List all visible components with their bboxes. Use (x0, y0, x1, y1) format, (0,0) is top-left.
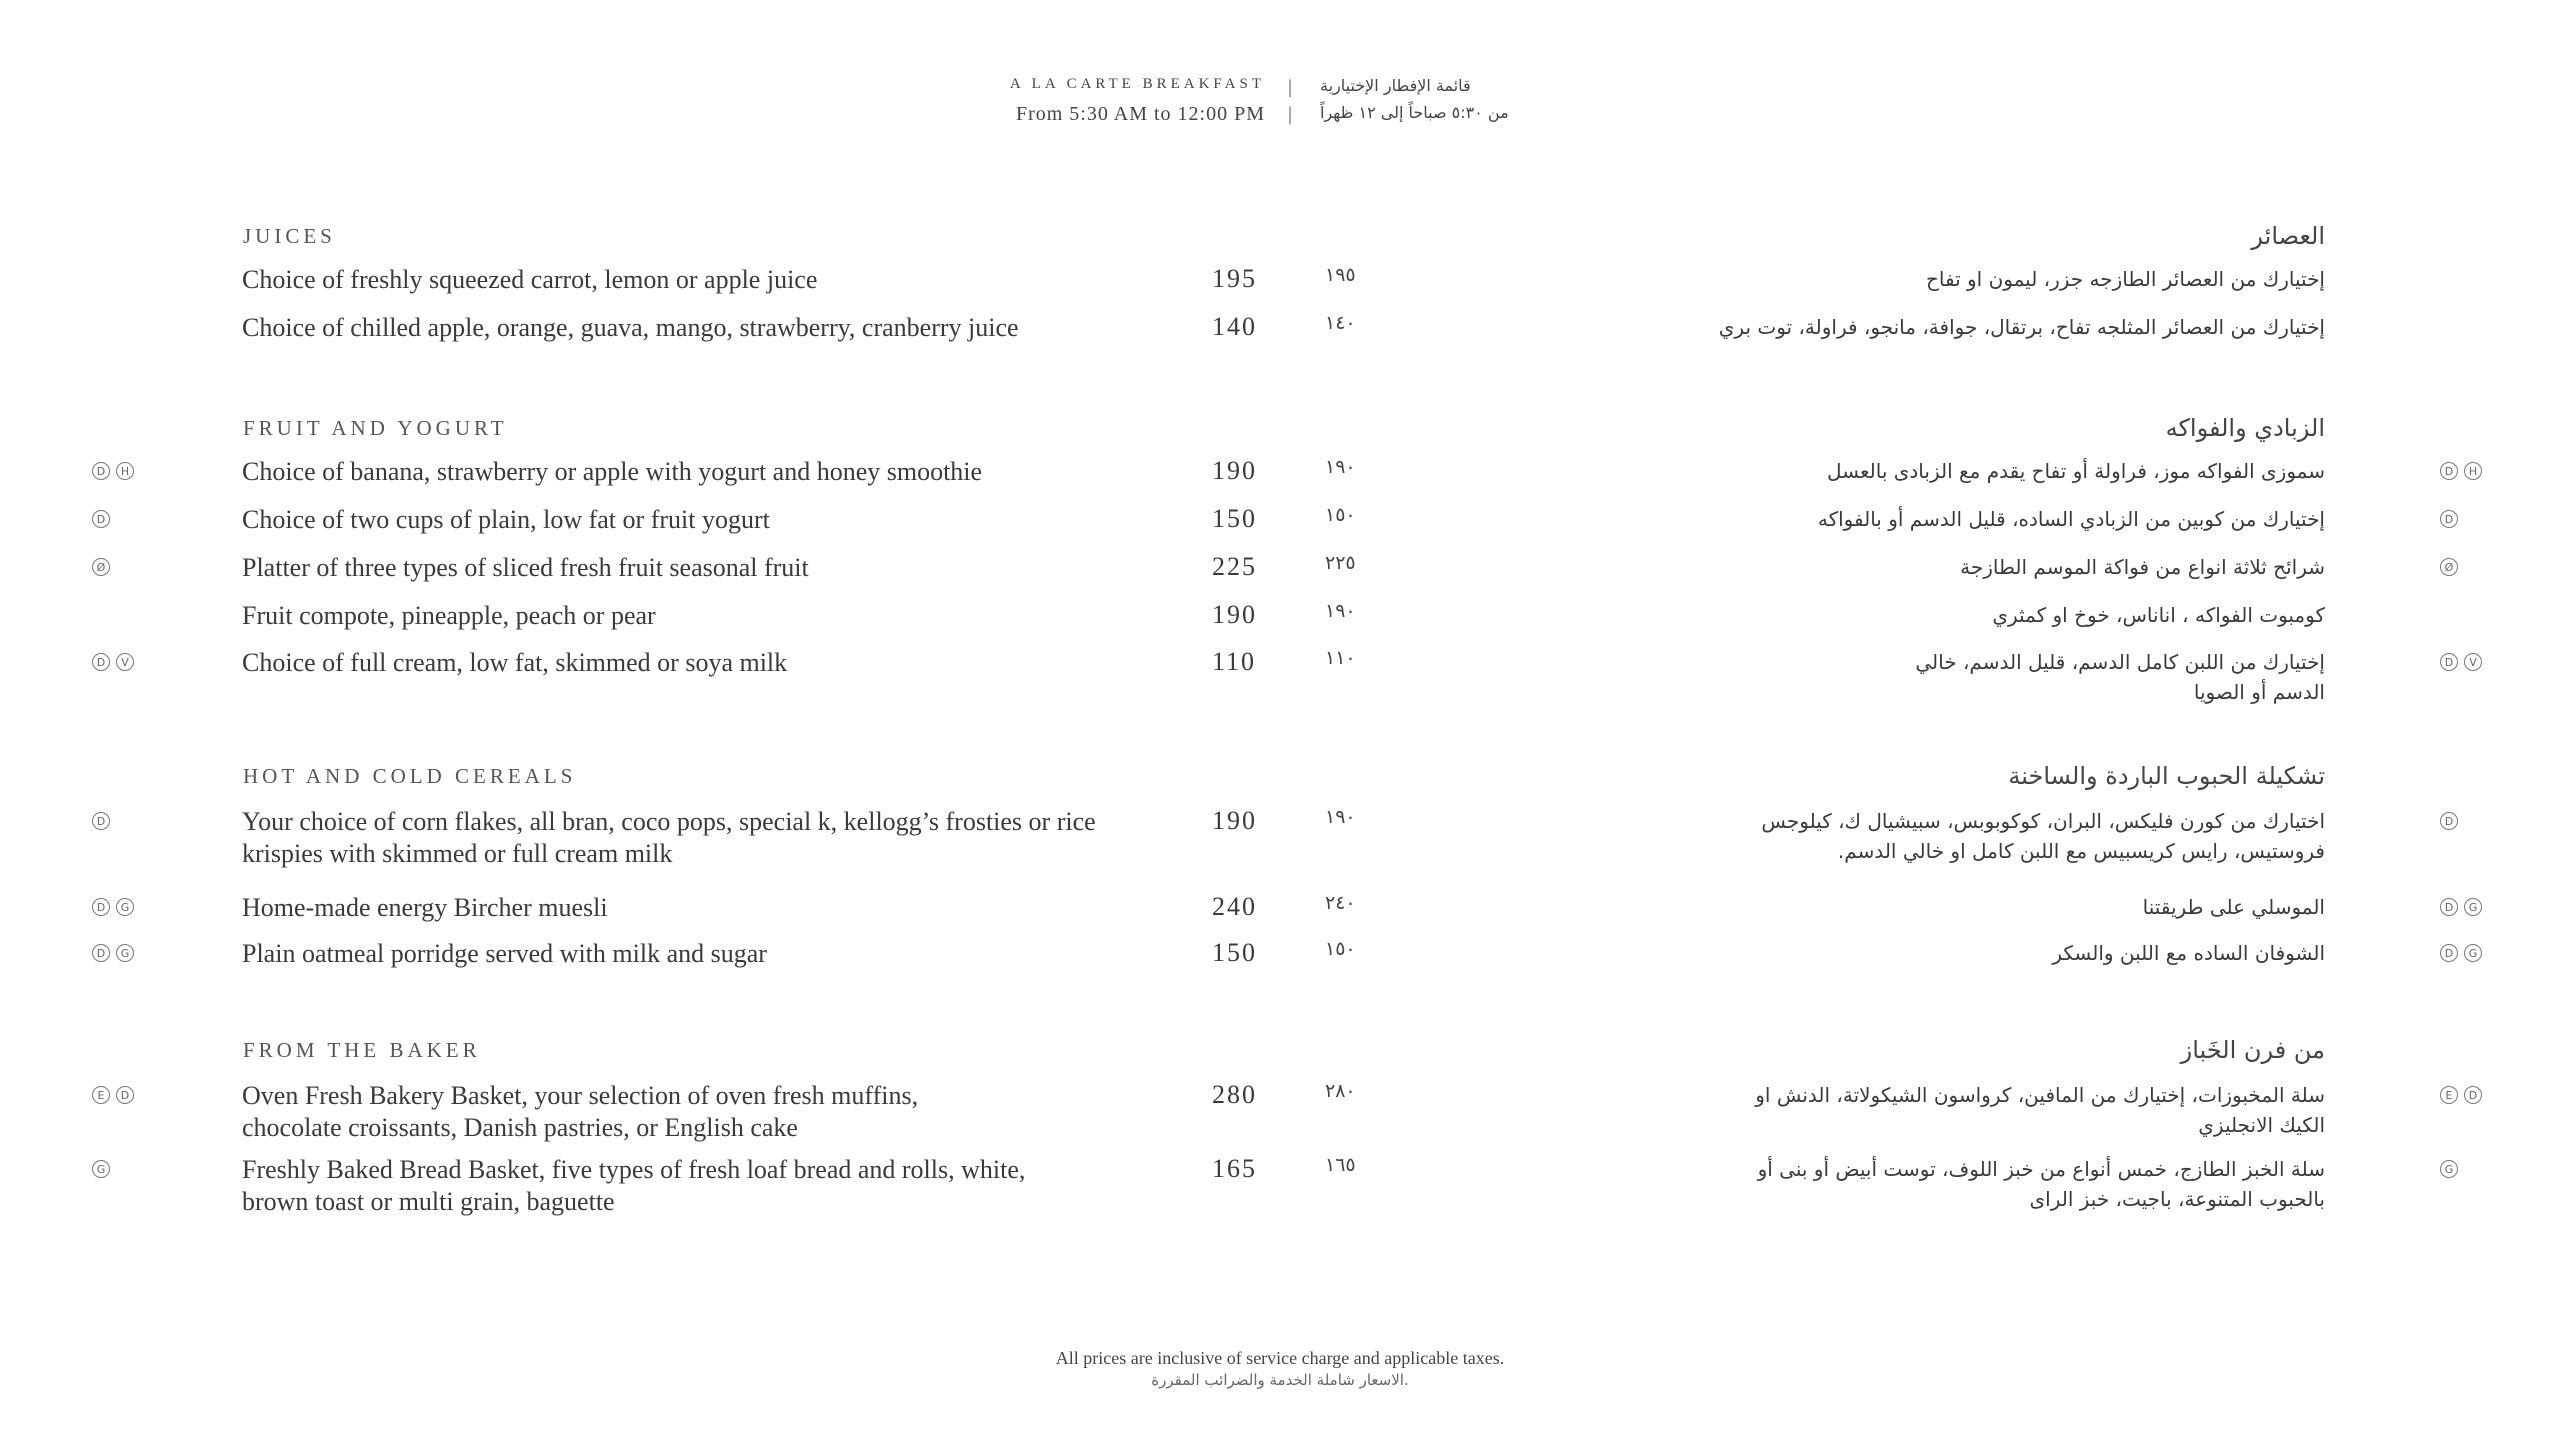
item-name-ar: كومبوت الفواكه ، اناناس، خوخ او كمثري (1992, 603, 2325, 627)
gluten-icon: G (116, 944, 134, 962)
item-name-en: Platter of three types of sliced fresh fruit seasonal fruit (242, 553, 809, 582)
honey-icon: H (116, 462, 134, 480)
item-price: 165 (1212, 1154, 1257, 1183)
dairy-icon: D (2440, 812, 2458, 830)
gluten-icon: G (2464, 944, 2482, 962)
item-name-en: Choice of banana, strawberry or apple with yogurt and honey smoothie (242, 457, 983, 486)
gluten-icon: G (116, 898, 134, 916)
dietary-icons (92, 1160, 110, 1178)
item-name-ar: سلة الخبز الطازج، خمس أنواع من خبز اللوف، توست أبيض أو بنى أو بالحبوب المتنوعة، باجيت، خبز الراى (1757, 1157, 2325, 1211)
item-name-en: Choice of chilled apple, orange, guava, mango, strawberry, cranberry juice (242, 313, 1019, 342)
dairy-icon: D (92, 653, 110, 671)
header-separator: | (1288, 76, 1293, 98)
dairy-icon: D (92, 944, 110, 962)
item-name-ar: إختيارك من اللبن كامل الدسم، قليل الدسم، خالي الدسم أو الصويا (1915, 650, 2325, 704)
item-name-ar: سموزى الفواكه موز، فراولة أو تفاح يقدم مع الزبادى بالعسل (1827, 459, 2325, 483)
item-price: 140 (1212, 312, 1257, 341)
section-title-fruit-yogurt: FRUIT AND YOGURT (243, 416, 508, 440)
gluten-icon: G (2440, 1160, 2458, 1178)
dairy-icon: D (92, 812, 110, 830)
header-hours-row (0, 103, 2560, 131)
section-title-juices: JUICES (243, 224, 336, 248)
dietary-icons (92, 812, 110, 830)
item-price-ar: ١٥٠ (1325, 504, 1356, 526)
section-title-fruit-yogurt-ar: الزبادي والفواكه (2165, 414, 2325, 442)
item-price-ar: ١٩٠ (1325, 456, 1356, 478)
item-name-ar: الشوفان الساده مع اللبن والسكر (2052, 941, 2325, 965)
vegetarian-icon: V (116, 653, 134, 671)
dietary-icons-ar (2440, 1086, 2482, 1104)
menu-footer (0, 1348, 2560, 1389)
section-title-cereals-ar: تشكيلة الحبوب الباردة والساخنة (2008, 762, 2325, 790)
vegan-icon: Ø (2440, 558, 2458, 576)
dairy-icon: D (92, 898, 110, 916)
dietary-icons-ar (2440, 653, 2482, 671)
item-name-en: Plain oatmeal porridge served with milk and sugar (242, 939, 767, 968)
dairy-icon: D (2464, 1086, 2482, 1104)
dairy-icon: D (2440, 653, 2458, 671)
dietary-icons-ar (2440, 812, 2458, 830)
header-separator: | (1288, 103, 1293, 125)
gluten-icon: G (2464, 898, 2482, 916)
item-name-en: Choice of freshly squeezed carrot, lemon or apple juice (242, 265, 818, 294)
item-price: 150 (1212, 938, 1257, 967)
item-price: 190 (1212, 456, 1257, 485)
dietary-icons (92, 653, 134, 671)
item-name-en: Freshly Baked Bread Basket, five types of fresh loaf bread and rolls, white, brown toast or multi grain, baguette (242, 1155, 1026, 1216)
section-title-baker-ar: من فرن الخَباز (2180, 1036, 2325, 1064)
item-price: 110 (1212, 647, 1257, 676)
menu-title-en: A LA CARTE BREAKFAST (1009, 76, 1265, 92)
section-title-baker: FROM THE BAKER (243, 1038, 481, 1062)
item-price-ar: ١٦٥ (1325, 1154, 1356, 1176)
section-title-cereals: HOT AND COLD CEREALS (243, 764, 577, 788)
item-price: 195 (1212, 264, 1257, 293)
item-price: 190 (1212, 806, 1257, 835)
dairy-icon: D (2440, 462, 2458, 480)
dietary-icons (92, 944, 134, 962)
item-price: 150 (1212, 504, 1257, 533)
dairy-icon: D (2440, 944, 2458, 962)
item-name-ar: سلة المخبوزات، إختيارك من المافين، كرواسون الشيكولاتة، الدنش او الكيك الانجليزي (1755, 1083, 2325, 1137)
vegan-icon: Ø (92, 558, 110, 576)
item-name-en: Oven Fresh Bakery Basket, your selection of oven fresh muffins, chocolate croissants, Danish pastries, or English cake (242, 1081, 919, 1142)
dairy-icon: D (116, 1086, 134, 1104)
item-name-en: Your choice of corn flakes, all bran, coco pops, special k, kellogg’s frosties or rice krispies with skimmed or full cream milk (242, 807, 1096, 868)
gluten-icon: G (92, 1160, 110, 1178)
dietary-icons (92, 558, 110, 576)
item-price-ar: ٢٤٠ (1325, 892, 1356, 914)
footer-note-en: All prices are inclusive of service charge and applicable taxes. (1055, 1348, 1505, 1368)
item-name-en: Fruit compote, pineapple, peach or pear (242, 601, 656, 630)
dairy-icon: D (2440, 510, 2458, 528)
honey-icon: H (2464, 462, 2482, 480)
dietary-icons-ar (2440, 510, 2458, 528)
item-name-ar: إختيارك من كوبين من الزبادي الساده، قليل الدسم أو بالفواكه (1817, 507, 2325, 531)
section-title-juices-ar: العصائر (2251, 222, 2325, 250)
menu-hours-en: From 5:30 AM to 12:00 PM (1015, 103, 1265, 125)
dietary-icons (92, 510, 110, 528)
item-price-ar: ١٤٠ (1325, 312, 1356, 334)
item-name-ar: إختيارك من العصائر الطازجه جزر، ليمون او تفاح (1925, 267, 2325, 291)
item-price: 190 (1212, 600, 1257, 629)
dietary-icons-ar (2440, 898, 2482, 916)
item-price-ar: ١٩٠ (1325, 806, 1356, 828)
dietary-icons (92, 1086, 134, 1104)
item-price: 240 (1212, 892, 1257, 921)
item-price-ar: ١٩٠ (1325, 600, 1356, 622)
item-name-ar: إختيارك من العصائر المثلجه تفاح، برتقال، جوافة، مانجو، فراولة، توت بري (1718, 315, 2325, 339)
dietary-icons-ar (2440, 558, 2458, 576)
dietary-icons (92, 462, 134, 480)
dietary-icons-ar (2440, 1160, 2458, 1178)
header-title-row (0, 76, 2560, 104)
dietary-icons (92, 898, 134, 916)
item-name-en: Choice of two cups of plain, low fat or fruit yogurt (242, 505, 770, 534)
item-name-ar: شرائح ثلاثة انواع من فواكة الموسم الطازجة (1960, 555, 2325, 579)
item-name-ar: اختيارك من كورن فليكس، البران، كوكوبوبس، سبيشيال ك، كيلوجس فروستيس، رايس كريسبيس مع اللبن كامل او خالي الدسم. (1761, 809, 2325, 863)
dietary-icons-ar (2440, 462, 2482, 480)
item-name-ar: الموسلي على طريقتنا (2142, 895, 2325, 919)
item-price-ar: ١١٠ (1325, 647, 1356, 669)
item-price-ar: ١٩٥ (1325, 264, 1356, 286)
footer-note-ar: الاسعار شاملة الخدمة والضرائب المقررة. (1151, 1371, 1409, 1389)
dairy-icon: D (2440, 898, 2458, 916)
item-price-ar: ٢٨٠ (1325, 1080, 1356, 1102)
menu-title-ar: قائمة الإفطار الإختيارية (1320, 76, 1471, 95)
vegetarian-icon: V (2464, 653, 2482, 671)
menu-hours-ar: من ٥:٣٠ صباحاً إلى ١٢ ظهراً (1320, 103, 1509, 122)
egg-icon: E (2440, 1086, 2458, 1104)
dietary-icons-ar (2440, 944, 2482, 962)
item-name-en: Home-made energy Bircher muesli (242, 893, 608, 922)
item-name-en: Choice of full cream, low fat, skimmed or soya milk (242, 648, 788, 677)
item-price: 280 (1212, 1080, 1257, 1109)
dairy-icon: D (92, 510, 110, 528)
item-price-ar: ٢٢٥ (1325, 552, 1356, 574)
item-price-ar: ١٥٠ (1325, 938, 1356, 960)
item-price: 225 (1212, 552, 1257, 581)
dairy-icon: D (92, 462, 110, 480)
egg-icon: E (92, 1086, 110, 1104)
